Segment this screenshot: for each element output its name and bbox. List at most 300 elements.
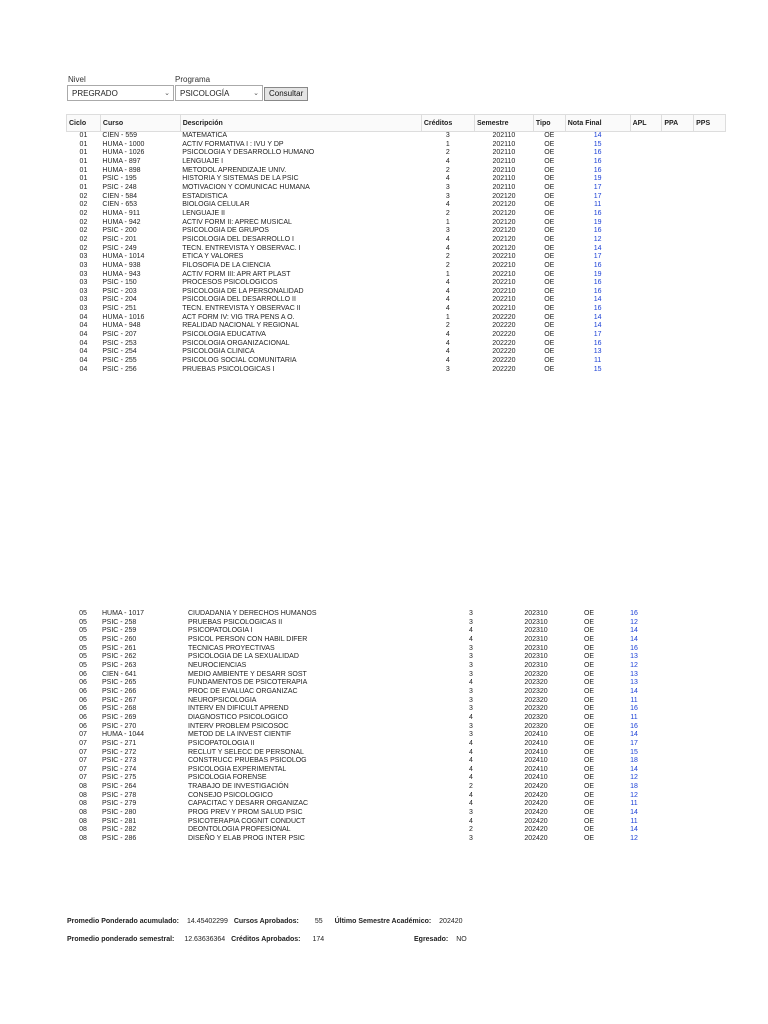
cell-tipo: OE (583, 748, 595, 756)
cell-nota-final: 12 (630, 835, 638, 843)
cell-nota-final: 14 (593, 132, 602, 139)
cell-tipo: OE (583, 765, 595, 773)
cell-curso: PSIC - 280 (102, 809, 137, 817)
cell-empty (630, 149, 662, 158)
table-row (67, 219, 726, 228)
cell-descripcion: INTERV PROBLEM PSICOSOC (188, 722, 289, 730)
cell-empty (662, 149, 694, 158)
cell-creditos: 4 (469, 774, 473, 782)
cell-semestre: 202220 (492, 365, 516, 373)
cell-empty (630, 253, 662, 262)
cell-curso: PSIC - 260 (102, 635, 137, 643)
cell-semestre: 202220 (492, 322, 516, 330)
cell-nota-final: 16 (593, 157, 602, 165)
cell-creditos: 2 (445, 166, 450, 174)
cell-descripcion: PSICOLOGIA DE LA PERSONALIDAD (182, 287, 304, 295)
cell-curso: PSIC - 268 (102, 705, 137, 713)
cell-curso: PSIC - 256 (102, 365, 137, 373)
cell-empty (694, 193, 726, 202)
cell-empty (662, 141, 694, 150)
cell-ciclo: 05 (79, 610, 87, 617)
cell-descripcion: PRUEBAS PSICOLOGICAS II (188, 618, 283, 626)
cell-semestre: 202410 (524, 765, 548, 773)
cell-tipo: OE (544, 339, 555, 347)
table-row (67, 357, 726, 366)
cell-tipo: OE (583, 610, 595, 617)
cell-empty (630, 357, 662, 366)
nivel-label: Nivel (68, 75, 86, 84)
cell-empty (662, 245, 694, 254)
cell-empty (694, 314, 726, 323)
cell-creditos: 4 (469, 635, 473, 643)
cell-nota-final: 12 (630, 618, 638, 626)
cell-curso: PSIC - 195 (102, 175, 137, 183)
cell-descripcion: DEONTOLOGIA PROFESIONAL (188, 826, 291, 834)
cell-creditos: 1 (445, 313, 450, 321)
cell-nota-final: 14 (630, 731, 638, 739)
cell-semestre: 202320 (524, 687, 548, 695)
cell-tipo: OE (544, 218, 555, 226)
cell-semestre: 202210 (492, 279, 516, 287)
ultimo-semestre-label: Último Semestre Académico: (334, 918, 432, 925)
cell-curso: CIEN - 559 (102, 132, 138, 139)
cell-curso: HUMA - 1016 (102, 313, 145, 321)
cell-empty (662, 184, 694, 193)
cell-empty (630, 158, 662, 167)
cell-nota-final: 11 (630, 817, 638, 825)
cell-ciclo: 02 (79, 244, 88, 252)
cell-descripcion: PROC DE EVALUAC ORGANIZAC (188, 687, 298, 695)
grades-table-continued (66, 610, 656, 844)
cell-creditos: 4 (445, 305, 450, 313)
cell-curso: PSIC - 200 (102, 227, 137, 235)
cell-ciclo: 03 (79, 253, 88, 261)
cell-semestre: 202320 (524, 679, 548, 687)
cell-nota-final: 11 (593, 357, 602, 365)
cell-descripcion: PSICOPATOLOGIA II (188, 739, 255, 747)
egresado-label: Egresado: (414, 936, 449, 943)
cell-nota-final: 16 (593, 227, 602, 235)
programa-select-value: PSICOLOGÍA (180, 89, 230, 98)
cell-ciclo: 02 (79, 235, 88, 243)
cell-ciclo: 01 (79, 132, 88, 139)
cell-tipo: OE (583, 757, 595, 765)
cell-nota-final: 18 (630, 757, 638, 765)
cell-descripcion: PSICOLOGIA DEL DESARROLLO I (182, 235, 294, 243)
cell-descripcion: PROG PREV Y PROM SALUD PSIC (188, 809, 303, 817)
cell-tipo: OE (583, 835, 595, 843)
cell-empty (630, 322, 662, 331)
table-row (66, 662, 656, 671)
cell-creditos: 4 (469, 627, 473, 635)
cell-tipo: OE (544, 270, 555, 278)
cell-creditos: 4 (445, 287, 450, 295)
cell-tipo: OE (544, 357, 555, 365)
cell-curso: PSIC - 251 (102, 305, 137, 313)
table-row (67, 288, 726, 297)
cell-empty (662, 314, 694, 323)
cell-empty (694, 331, 726, 340)
cell-curso: PSIC - 286 (102, 835, 137, 843)
cell-semestre: 202120 (492, 209, 516, 217)
cell-descripcion: PSICOLOGIA EDUCATIVA (182, 331, 266, 339)
cell-nota-final: 14 (593, 296, 602, 304)
cell-empty (694, 184, 726, 193)
summary-line-1 (67, 918, 463, 925)
cell-semestre: 202310 (524, 610, 548, 617)
table-row (67, 340, 726, 349)
cell-ciclo: 07 (79, 731, 87, 739)
table-row (67, 366, 726, 375)
cursos-label: Cursos Aprobados: (233, 918, 299, 925)
egresado-value: NO (456, 936, 467, 943)
cell-creditos: 4 (445, 296, 450, 304)
table-row (67, 322, 726, 331)
cell-descripcion: PRUEBAS PSICOLOGICAS I (182, 365, 275, 373)
cell-empty (694, 305, 726, 314)
cell-ciclo: 02 (79, 209, 88, 217)
cell-tipo: OE (544, 287, 555, 295)
cell-nota-final: 17 (593, 192, 602, 200)
cell-descripcion: PSICOPATOLOGIA I (188, 627, 253, 635)
cell-tipo: OE (544, 244, 555, 252)
cell-nota-final: 13 (630, 670, 638, 678)
cell-empty (694, 219, 726, 228)
cell-semestre: 202420 (524, 817, 548, 825)
cell-semestre: 202420 (524, 783, 548, 791)
cell-nota-final: 12 (630, 774, 638, 782)
cell-empty (630, 175, 662, 184)
cell-empty (630, 271, 662, 280)
cell-tipo: OE (544, 279, 555, 287)
cell-nota-final: 16 (593, 149, 602, 157)
cell-ciclo: 05 (79, 635, 87, 643)
cell-tipo: OE (544, 313, 555, 321)
cell-semestre: 202110 (492, 183, 516, 191)
cell-empty (694, 132, 726, 141)
cell-empty (662, 348, 694, 357)
cell-descripcion: CAPACITAC Y DESARR ORGANIZAC (188, 800, 309, 808)
table-row (67, 132, 726, 141)
cell-ciclo: 03 (79, 296, 88, 304)
consultar-button[interactable]: Consultar (264, 87, 308, 101)
cell-semestre: 202220 (492, 357, 516, 365)
cell-descripcion: NEUROPSICOLOGIA (188, 696, 257, 704)
cell-nota-final: 19 (593, 218, 602, 226)
cell-creditos: 3 (469, 653, 473, 661)
cell-empty (630, 305, 662, 314)
cell-nota-final: 14 (630, 687, 638, 695)
cell-curso: CIEN - 653 (102, 201, 138, 209)
cell-ciclo: 06 (79, 705, 87, 713)
cell-ciclo: 07 (79, 757, 87, 765)
cell-ciclo: 02 (79, 192, 88, 200)
cell-empty (630, 314, 662, 323)
cell-creditos: 3 (469, 809, 473, 817)
header-descripcion: Descripción (180, 115, 421, 132)
cell-ciclo: 08 (79, 800, 87, 808)
cell-curso: PSIC - 275 (102, 774, 137, 782)
cell-tipo: OE (583, 627, 595, 635)
cell-creditos: 2 (469, 783, 473, 791)
ultimo-semestre-value: 202420 (439, 918, 463, 925)
cell-semestre: 202410 (524, 748, 548, 756)
cell-tipo: OE (583, 653, 595, 661)
cell-semestre: 202320 (524, 722, 548, 730)
cell-descripcion: FUNDAMENTOS DE PSICOTERAPIA (188, 679, 308, 687)
cell-creditos: 4 (445, 339, 450, 347)
cell-empty (630, 184, 662, 193)
cell-ciclo: 06 (79, 696, 87, 704)
cell-empty (694, 175, 726, 184)
cell-descripcion: PSICOLOGIA CLINICA (182, 348, 255, 356)
table-row (67, 253, 726, 262)
cell-descripcion: ESTADISTICA (182, 192, 228, 200)
cell-tipo: OE (544, 365, 555, 373)
nivel-select-value: PREGRADO (72, 89, 118, 98)
cell-nota-final: 12 (593, 235, 602, 243)
cell-ciclo: 06 (79, 687, 87, 695)
table-row (67, 279, 726, 288)
cell-ciclo: 05 (79, 627, 87, 635)
cell-curso: HUMA - 1044 (102, 731, 145, 739)
cell-ciclo: 07 (79, 765, 87, 773)
cell-creditos: 3 (469, 610, 473, 617)
cell-creditos: 4 (469, 817, 473, 825)
cell-creditos: 2 (445, 149, 450, 157)
cell-curso: PSIC - 281 (102, 817, 137, 825)
cell-ciclo: 07 (79, 748, 87, 756)
cell-ciclo: 04 (79, 322, 88, 330)
cell-curso: HUMA - 1000 (102, 140, 145, 148)
cell-curso: PSIC - 270 (102, 722, 137, 730)
cell-descripcion: PSICOLOGIA ORGANIZACIONAL (182, 339, 290, 347)
cell-empty (662, 288, 694, 297)
cell-creditos: 4 (469, 748, 473, 756)
cell-empty (662, 357, 694, 366)
cell-empty (662, 158, 694, 167)
table-row (67, 227, 726, 236)
cell-curso: PSIC - 271 (102, 739, 137, 747)
cell-semestre: 202110 (492, 175, 516, 183)
cell-descripcion: METODOL APRENDIZAJE UNIV. (182, 166, 287, 174)
cell-semestre: 202420 (524, 791, 548, 799)
cell-nota-final: 16 (630, 722, 638, 730)
cell-ciclo: 08 (79, 817, 87, 825)
cell-nota-final: 15 (593, 365, 602, 373)
cell-creditos: 4 (445, 201, 450, 209)
cell-creditos: 3 (469, 670, 473, 678)
cell-tipo: OE (583, 696, 595, 704)
cell-descripcion: CONSEJO PSICOLOGICO (188, 791, 273, 799)
cell-semestre: 202310 (524, 635, 548, 643)
table-row (66, 653, 656, 662)
header-pps: PPS (694, 115, 726, 132)
cell-ciclo: 08 (79, 835, 87, 843)
cell-descripcion: REALIDAD NACIONAL Y REGIONAL (182, 322, 300, 330)
cell-empty (694, 322, 726, 331)
header-apl: APL (630, 115, 662, 132)
cell-creditos: 1 (445, 270, 450, 278)
cell-empty (630, 141, 662, 150)
cell-semestre: 202120 (492, 192, 516, 200)
cell-empty (694, 296, 726, 305)
cell-tipo: OE (544, 140, 555, 148)
cell-creditos: 3 (445, 132, 450, 139)
cell-empty (694, 201, 726, 210)
cell-tipo: OE (583, 670, 595, 678)
table-row (66, 619, 656, 628)
cell-empty (662, 340, 694, 349)
table-row (66, 679, 656, 688)
table-row (66, 818, 656, 827)
cell-nota-final: 16 (593, 261, 602, 269)
table-row (67, 236, 726, 245)
cell-nota-final: 11 (630, 713, 638, 721)
cell-ciclo: 01 (79, 157, 88, 165)
cell-empty (662, 227, 694, 236)
cell-empty (694, 210, 726, 219)
cell-creditos: 3 (445, 192, 450, 200)
cell-empty (694, 348, 726, 357)
cell-creditos: 3 (469, 705, 473, 713)
cell-semestre: 202310 (524, 661, 548, 669)
cell-semestre: 202110 (492, 157, 516, 165)
cell-nota-final: 13 (593, 348, 602, 356)
cell-empty (694, 271, 726, 280)
cell-ciclo: 04 (79, 357, 88, 365)
header-semestre: Semestre (474, 115, 533, 132)
cell-ciclo: 08 (79, 826, 87, 834)
cell-descripcion: DISEÑO Y ELAB PROG INTER PSIC (188, 835, 305, 843)
cell-curso: PSIC - 150 (102, 279, 137, 287)
cell-descripcion: PROCESOS PSICOLOGICOS (182, 279, 278, 287)
table-row (67, 296, 726, 305)
cell-descripcion: PSICOLOGIA DE GRUPOS (182, 227, 269, 235)
cell-empty (630, 296, 662, 305)
cell-nota-final: 16 (593, 339, 602, 347)
cell-creditos: 3 (469, 696, 473, 704)
cell-ciclo: 01 (79, 149, 88, 157)
cell-empty (694, 279, 726, 288)
cell-ciclo: 03 (79, 287, 88, 295)
cell-descripcion: HISTORIA Y SISTEMAS DE LA PSIC (182, 175, 299, 183)
cell-semestre: 202220 (492, 348, 516, 356)
table-row (66, 697, 656, 706)
cell-curso: PSIC - 258 (102, 618, 137, 626)
cell-empty (694, 288, 726, 297)
cell-creditos: 4 (445, 331, 450, 339)
cell-semestre: 202410 (524, 774, 548, 782)
cell-ciclo: 07 (79, 739, 87, 747)
cell-empty (694, 366, 726, 375)
table-row (66, 826, 656, 835)
cell-tipo: OE (544, 192, 555, 200)
table-row (67, 193, 726, 202)
table-row (67, 245, 726, 254)
cell-nota-final: 19 (593, 270, 602, 278)
cell-empty (694, 141, 726, 150)
cell-nota-final: 16 (630, 610, 638, 617)
cell-curso: PSIC - 263 (102, 661, 137, 669)
cell-creditos: 4 (469, 791, 473, 799)
cell-ciclo: 08 (79, 809, 87, 817)
cell-empty (662, 132, 694, 141)
table-row (66, 792, 656, 801)
table-row (66, 800, 656, 809)
cell-descripcion: ACTIV FORM III: APR ART PLAST (182, 270, 291, 278)
cell-descripcion: PSICOLOGIA EXPERIMENTAL (188, 765, 287, 773)
ppa-label: Promedio Ponderado acumulado: (67, 918, 180, 925)
cell-curso: PSIC - 264 (102, 783, 137, 791)
programa-select[interactable] (175, 85, 263, 101)
cell-curso: PSIC - 261 (102, 644, 137, 652)
cell-nota-final: 13 (630, 653, 638, 661)
cell-empty (694, 167, 726, 176)
cell-creditos: 2 (469, 826, 473, 834)
cell-empty (662, 262, 694, 271)
cell-creditos: 4 (445, 357, 450, 365)
cell-tipo: OE (583, 635, 595, 643)
cell-tipo: OE (544, 322, 555, 330)
cell-empty (662, 210, 694, 219)
cell-ciclo: 06 (79, 722, 87, 730)
cell-empty (694, 340, 726, 349)
cell-empty (662, 201, 694, 210)
header-tipo: Tipo (533, 115, 565, 132)
cell-curso: HUMA - 948 (102, 322, 141, 330)
cell-semestre: 202310 (524, 644, 548, 652)
cell-descripcion: DIAGNOSTICO PSICOLOGICO (188, 713, 288, 721)
cell-nota-final: 17 (593, 331, 602, 339)
cell-curso: CIEN - 641 (102, 670, 137, 678)
table-row (66, 723, 656, 732)
cell-ciclo: 05 (79, 618, 87, 626)
cell-descripcion: PSICOLOGIA DE LA SEXUALIDAD (188, 653, 299, 661)
table-body-page2 (66, 610, 656, 844)
cell-empty (662, 322, 694, 331)
cell-empty (630, 366, 662, 375)
cell-descripcion: PSICOTERAPIA COGNIT CONDUCT (188, 817, 306, 825)
cell-creditos: 3 (469, 687, 473, 695)
header-curso: Curso (100, 115, 180, 132)
cell-tipo: OE (544, 253, 555, 261)
cell-empty (694, 253, 726, 262)
cell-curso: PSIC - 282 (102, 826, 137, 834)
cell-ciclo: 04 (79, 365, 88, 373)
cell-tipo: OE (544, 149, 555, 157)
cell-curso: PSIC - 203 (102, 287, 137, 295)
nivel-select[interactable] (67, 85, 174, 101)
table-row (67, 262, 726, 271)
cell-curso: HUMA - 942 (102, 218, 141, 226)
cell-descripcion: TECN. ENTREVISTA Y OBSERVAC. I (182, 244, 301, 252)
table-row (67, 175, 726, 184)
cell-ciclo: 05 (79, 661, 87, 669)
cell-curso: PSIC - 272 (102, 748, 137, 756)
cell-nota-final: 16 (630, 644, 638, 652)
cell-nota-final: 12 (630, 661, 638, 669)
table-row (67, 314, 726, 323)
cell-descripcion: CIUDADANIA Y DERECHOS HUMANOS (188, 610, 317, 617)
cell-semestre: 202210 (492, 287, 516, 295)
cell-tipo: OE (544, 261, 555, 269)
cell-semestre: 202410 (524, 757, 548, 765)
cell-semestre: 202210 (492, 270, 516, 278)
cell-empty (662, 331, 694, 340)
cell-empty (694, 357, 726, 366)
cell-nota-final: 16 (593, 209, 602, 217)
